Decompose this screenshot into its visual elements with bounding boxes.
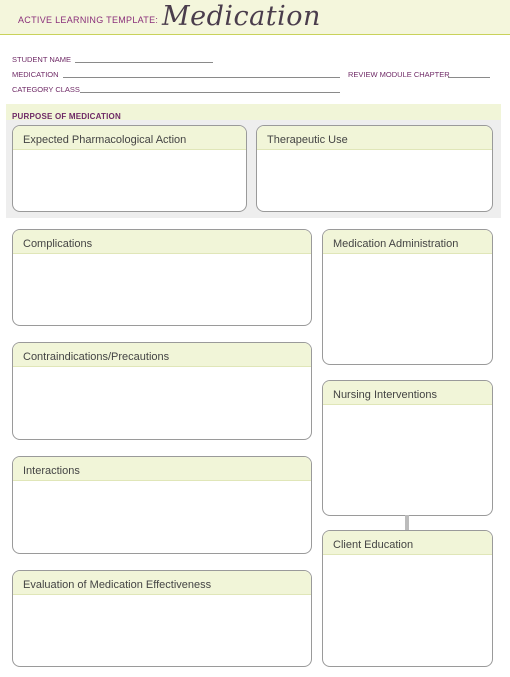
contraindications-box[interactable] (12, 342, 312, 440)
complications-box[interactable] (12, 229, 312, 326)
expected-action-box[interactable] (12, 125, 247, 212)
student-name-label: STUDENT NAME (12, 55, 72, 64)
review-module-chapter-field[interactable] (448, 77, 490, 78)
category-class-field[interactable] (80, 92, 340, 93)
medication-field[interactable] (63, 77, 340, 78)
therapeutic-use-box[interactable] (256, 125, 493, 212)
interactions-box[interactable] (12, 456, 312, 554)
therapeutic-use-heading: Therapeutic Use (257, 126, 492, 150)
category-class-label: CATEGORY CLASS (12, 85, 80, 94)
page-title: Medication (162, 1, 321, 32)
administration-heading: Medication Administration (323, 230, 492, 254)
evaluation-box[interactable] (12, 570, 312, 667)
expected-action-heading: Expected Pharmacological Action (13, 126, 246, 150)
contraindications-heading: Contraindications/Precautions (13, 343, 311, 367)
purpose-section-title: PURPOSE OF MEDICATION (12, 112, 121, 121)
template-label: ACTIVE LEARNING TEMPLATE: (18, 15, 159, 25)
nursing-interventions-heading: Nursing Interventions (323, 381, 492, 405)
complications-heading: Complications (13, 230, 311, 254)
review-module-chapter-label: REVIEW MODULE CHAPTER (348, 70, 450, 79)
interactions-heading: Interactions (13, 457, 311, 481)
medication-label: MEDICATION (12, 70, 59, 79)
student-name-field[interactable] (75, 62, 213, 63)
evaluation-heading: Evaluation of Medication Effectiveness (13, 571, 311, 595)
nursing-interventions-box[interactable] (322, 380, 493, 516)
template-header (0, 0, 510, 35)
client-education-box[interactable] (322, 530, 493, 667)
box-connector (405, 515, 409, 531)
client-education-heading: Client Education (323, 531, 492, 555)
administration-box[interactable] (322, 229, 493, 365)
